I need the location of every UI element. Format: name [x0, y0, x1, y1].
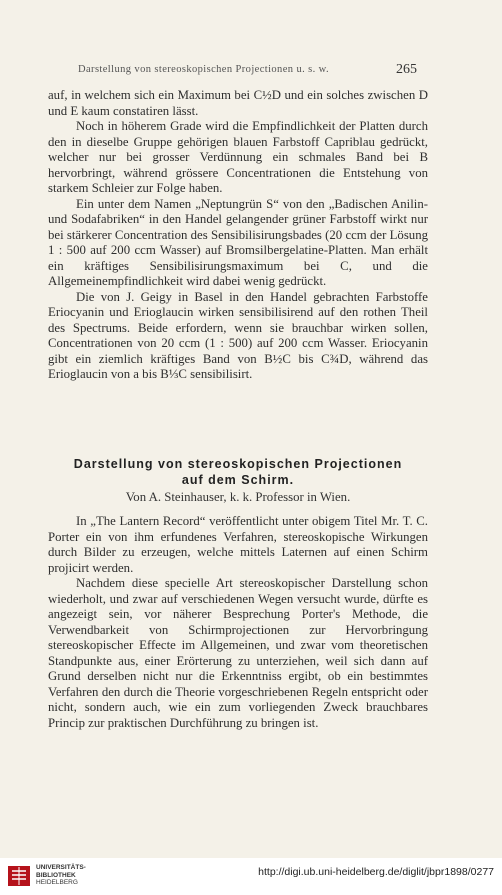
author-line: Von A. Steinhauser, k. k. Professor in Wien. [125, 490, 351, 504]
paragraph: Noch in höherem Grade wird die Empfindlichkeit der Platten durch den in dieselbe Gruppe gehörigen blauen Farbstoff Capriblau gedrückt, welcher nur bei grosser Verdünnung ein schmales Band bei B hervorbringt, während grössere Concentrationen die Entstehung von starkem Schleier zur Folge haben. [48, 119, 428, 195]
body-text-top [48, 88, 428, 383]
paragraph: Die von J. Geigy in Basel in den Handel gebrachten Farbstoffe Eriocyanin und Erioglaucin wirken sensibilisirend auf den rothen Theil des Spectrums. Beide erfordern, wenn sie brauchbar wirken sollen, Concentrationen von 20 ccm (1 : 500) auf 200 ccm Wasser. Eriocyanin gibt ein ziemlich kräftiges Band von B½C bis C¾D, während das Erioglaucin von a bis B⅓C sensibilisirt. [48, 289, 428, 381]
paragraph: In „The Lantern Record“ veröffentlicht unter obigem Titel Mr. T. C. Porter ein von ihm erfundenes Verfahren, stereoskopische Wirkungen durch Bilder zu erzeugen, welche mittels Laternen auf einen Schirm projicirt werden. [48, 514, 428, 575]
footer-bar [0, 858, 502, 895]
paragraph: Nachdem diese specielle Art stereoskopischer Darstellung schon wiederholt, und zwar auf verschiedenen Wegen versucht wurde, dürfte es angezeigt sein, vor näherer Besprechung Porter's Methode, die Verwendbarkeit von Schirmprojectionen zur Hervorbringung stereoskopischer Effecte im Allgemeinen, und zwar vom theoretischen Standpunkte aus, einer Erörterung zu unterziehen, weil sich dann auf Grund derselben nicht nur die Erkenntniss ergibt, ob ein bestimmtes Verfahren den durch die Theorie vorgeschriebenen Regeln entspricht oder nicht, sondern auch, wie ein zum vorliegenden Zweck brauchbares Princip zur praktischen Durchführung zu bringen ist. [48, 576, 428, 730]
running-head: Darstellung von stereoskopischen Projectionen u. s. w. [78, 64, 330, 75]
library-logo-icon [6, 863, 36, 889]
section-title-line: Darstellung von stereoskopischen Projectionen [73, 457, 403, 471]
library-logo-text: UNIVERSITÄTS- BIBLIOTHEK HEIDELBERG [36, 864, 86, 886]
paragraph: Ein unter dem Namen „Neptungrün S“ von den „Badischen Anilin- und Sodafabriken“ in den Handel gelangender grüner Farbstoff wirkt nur bei stärkerer Concentration des Sensibilisirungsbades (20 ccm der Lösung 1 : 500 auf 200 ccm Wasser) auf Bromsilbergelatine-Platten. Man erhält ein kräftiges Sensibilisirungsmaximum bei C, und die Allgemeinempfindlichkeit wird dabei wenig gedrückt. [48, 196, 428, 288]
paragraph: auf, in welchem sich ein Maximum bei C½D und ein solches zwischen D und E kaum constatiren lässt. [48, 88, 428, 118]
page-header [0, 62, 502, 82]
section-title-line: auf dem Schirm. [181, 473, 295, 487]
body-text-bottom [48, 514, 428, 731]
source-url-link[interactable]: http://digi.ub.uni-heidelberg.de/diglit/jbpr1898/0277 [258, 866, 494, 878]
page-number: 265 [396, 62, 417, 77]
section-title [48, 456, 428, 488]
